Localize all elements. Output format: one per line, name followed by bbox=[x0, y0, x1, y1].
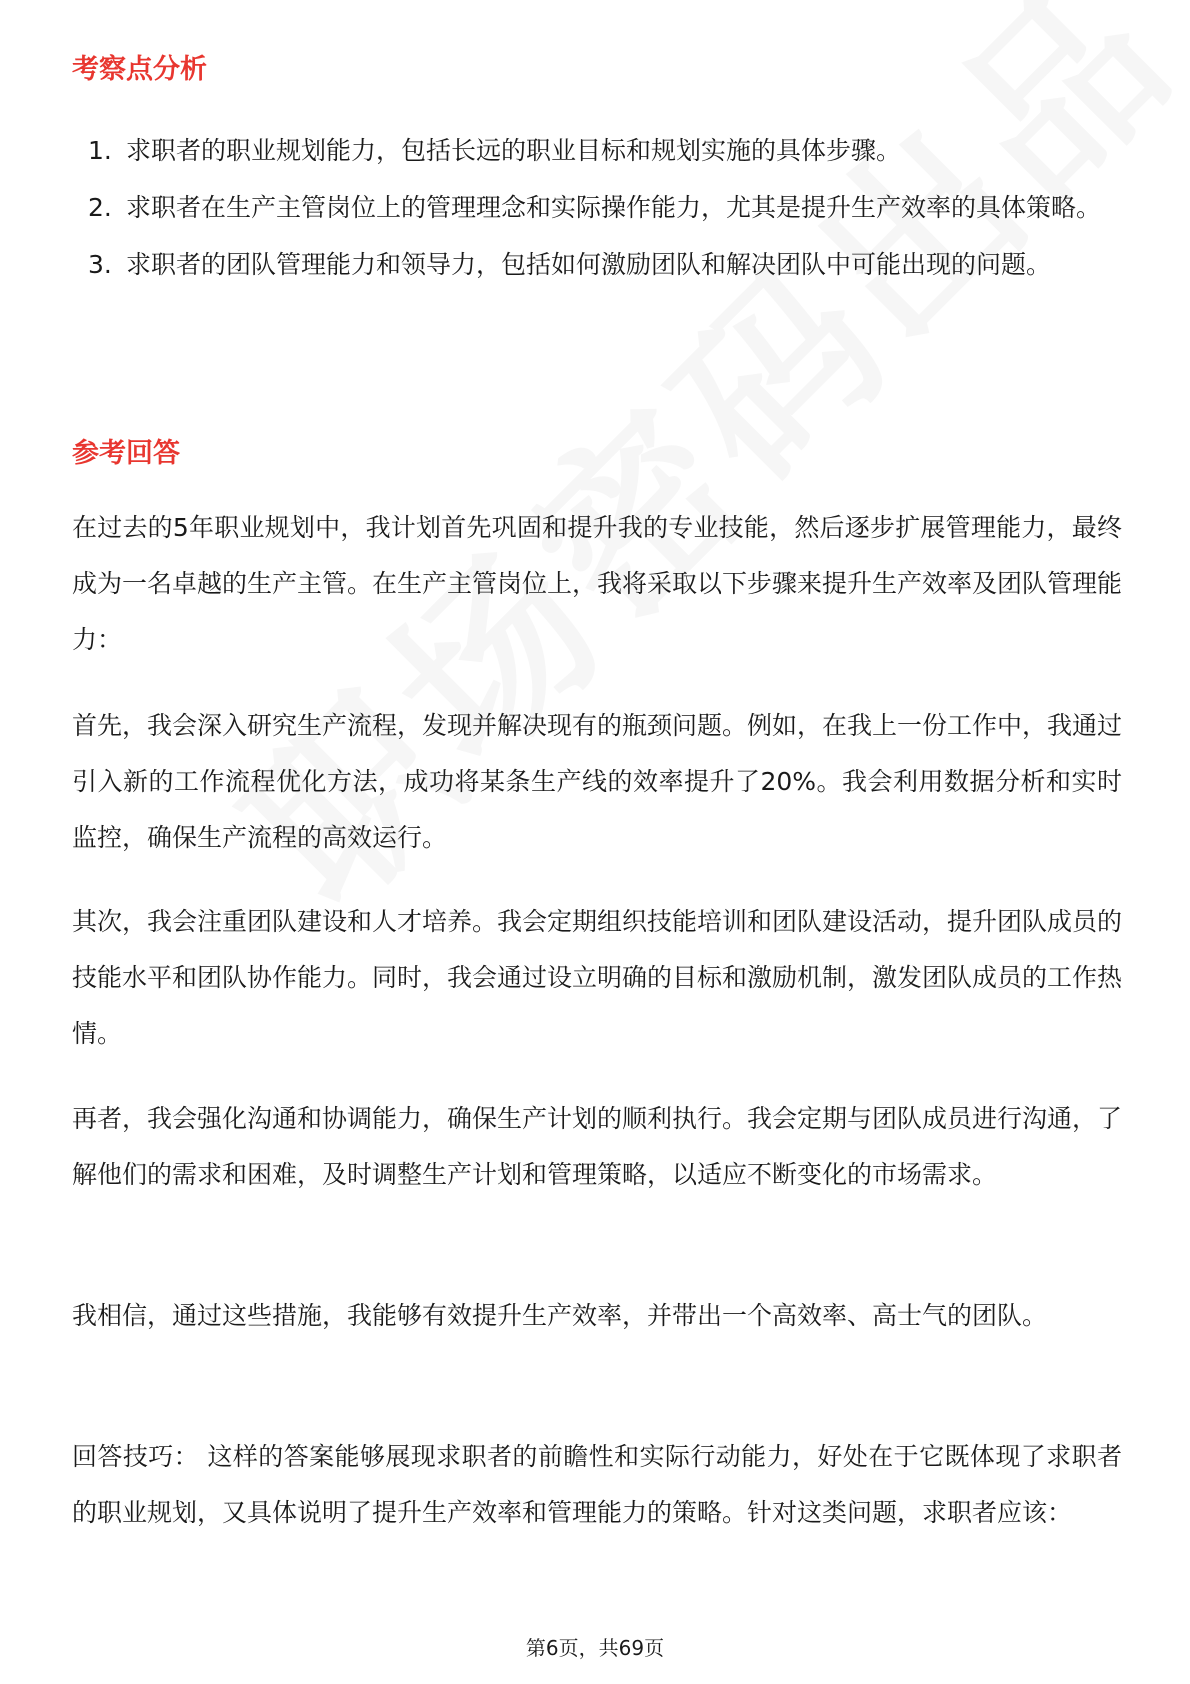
answer-paragraph-4: 再者，我会强化沟通和协调能力，确保生产计划的顺利执行。我会定期与团队成员进行沟通，了解他们的需求和困难，及时调整生产计划和管理策略，以适应不断变化的市场需求。 bbox=[72, 1104, 1123, 1189]
answer-paragraph-3: 其次，我会注重团队建设和人才培养。我会定期组织技能培训和团队建设活动，提升团队成员的技能水平和团队协作能力。同时，我会通过设立明确的目标和激励机制，激发团队成员的工作热情。 bbox=[72, 907, 1123, 1048]
answer-paragraph-2: 首先，我会深入研究生产流程，发现并解决现有的瓶颈问题。例如，在我上一份工作中，我通过引入新的工作流程优化方法，成功将某条生产线的效率提升了20%。我会利用数据分析和实时监控，确保生产流程的高效运行。 bbox=[72, 711, 1123, 852]
analysis-item-2 bbox=[72, 179, 1122, 236]
analysis-item-number: 1. bbox=[88, 136, 112, 165]
analysis-item-text: 求职者在生产主管岗位上的管理理念和实际操作能力，尤其是提升生产效率的具体策略。 bbox=[126, 193, 1102, 222]
analysis-item-1 bbox=[72, 122, 1122, 179]
page-number: 第6页，共69页 bbox=[525, 1636, 665, 1660]
analysis-list bbox=[72, 122, 1122, 293]
answer-paragraph-1: 在过去的5年职业规划中，我计划首先巩固和提升我的专业技能，然后逐步扩展管理能力，最终成为一名卓越的生产主管。在生产主管岗位上，我将采取以下步骤来提升生产效率及团队管理能力： bbox=[72, 513, 1123, 654]
analysis-item-3 bbox=[72, 236, 1122, 293]
analysis-title: 考察点分析 bbox=[72, 54, 207, 85]
analysis-item-text: 求职者的团队管理能力和领导力，包括如何激励团队和解决团队中可能出现的问题。 bbox=[126, 250, 1052, 279]
analysis-item-number: 2. bbox=[88, 193, 112, 222]
analysis-item-text: 求职者的职业规划能力，包括长远的职业目标和规划实施的具体步骤。 bbox=[126, 136, 902, 165]
analysis-item-number: 3. bbox=[88, 250, 112, 279]
answer-title: 参考回答 bbox=[72, 438, 180, 469]
answer-paragraph-5: 我相信，通过这些措施，我能够有效提升生产效率，并带出一个高效率、高士气的团队。 bbox=[72, 1301, 1048, 1330]
answer-paragraph-tips: 回答技巧： 这样的答案能够展现求职者的前瞻性和实际行动能力，好处在于它既体现了求职者的职业规划，又具体说明了提升生产效率和管理能力的策略。针对这类问题，求职者应该： bbox=[72, 1442, 1122, 1527]
